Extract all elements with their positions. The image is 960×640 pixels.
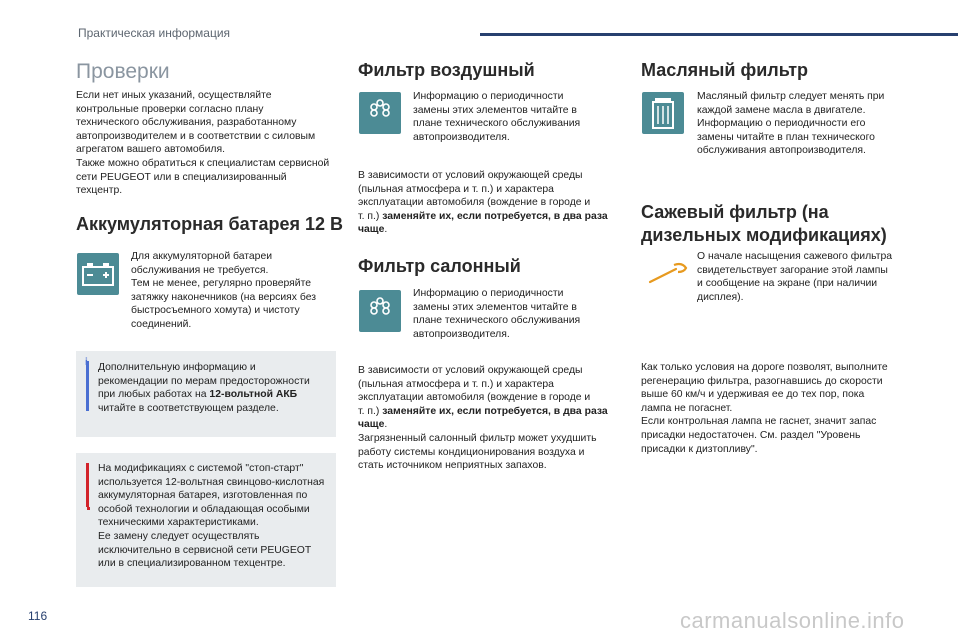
info-bar xyxy=(86,361,89,411)
cabin-filter-icon xyxy=(359,290,401,332)
warning-text: На модификациях с системой "стоп-старт" используется 12-вольтная свинцово-кислотная аккумуляторная батарея, изготовленная по особой технологии и обладающая особыми техническими характеристиками. Ее замену следует осуществлять исключительно в сервисной сети PEUGEOT или в специализированном техцентре. xyxy=(98,463,325,570)
battery-text: Для аккумуляторной батареи обслуживания не требуется. Тем не менее, регулярно проверяйте затяжку наконечников (на версиях без быстросъемного хомута) и чистоту соединений. xyxy=(131,251,317,330)
battery-icon xyxy=(77,253,119,295)
air-filter-title: Фильтр воздушный xyxy=(358,60,535,80)
cabin-filter-info: Информацию о периодичности замены этих элементов читайте в плане технического обслуживания автопроизводителя. xyxy=(413,288,581,340)
soot-filter-text-2: Как только условия на дороге позволят, выполните регенерацию фильтра, разогнавшись до скорости выше 60 км/ч и удерживая ее до тех пор, пока лампа не погаснет. Если контрольная лампа не гаснет, значит запас присадки недостаточен. См. раздел "Уровень присадки к дизтопливу". xyxy=(641,362,888,455)
info-box xyxy=(76,351,336,437)
oil-filter-icon xyxy=(642,92,684,134)
info-icon: i xyxy=(85,357,88,368)
intro-text: Если нет иных указаний, осуществляйте контрольные проверки согласно плану технического обслуживания, разработанному автопроизводителем и в соответствии с силовым агрегатом вашего автомобиля. Также можно обратиться к специалистам сервисной сети PEUGEOT или в специализированный техцентр. xyxy=(76,90,330,197)
wrench-icon xyxy=(646,262,692,291)
air-filter-text: В зависимости от условий окружающей среды (пыльная атмосфера и т. п.) и характера эксплуатации автомобиля (вождение в городе и т. п.) заменяйте их, если потребуется, в два раза чаще. xyxy=(358,170,608,236)
oil-filter-text: Масляный фильтр следует менять при каждой замене масла в двигателе. Информацию о периодичности его замены читайте в план технического обслуживания автопроизводителя. xyxy=(697,91,885,157)
page-title: Проверки xyxy=(76,60,170,83)
soot-filter-text: О начале насыщения сажевого фильтра свидетельствует загорание этой лампы и сообщение на экране (при наличии дисплея). xyxy=(697,251,893,303)
info-text: Дополнительную информацию и рекомендации по мерам предосторожности при любых работах на 12-вольтной АКБ читайте в соответствующем разделе. xyxy=(98,362,310,414)
header-rule xyxy=(480,33,958,36)
warning-icon xyxy=(87,507,90,510)
section-title: Практическая информация xyxy=(78,26,231,40)
cabin-filter-title: Фильтр салонный xyxy=(358,256,521,276)
soot-filter-title: Сажевый фильтр (на дизельных модификациях) xyxy=(641,202,887,245)
page-number: 116 xyxy=(28,609,48,623)
cabin-filter-text: В зависимости от условий окружающей среды (пыльная атмосфера и т. п.) и характера эксплуатации автомобиля (вождение в городе и т. п.) заменяйте их, если потребуется, в два раза чаще. Загрязненный салонный фильтр может ухудшить работу системы кондиционирования воздуха и стать источником неприятных запахов. xyxy=(358,365,608,472)
watermark: carmanualsonline.info xyxy=(680,608,905,633)
warning-box xyxy=(76,453,336,587)
warning-bar xyxy=(86,463,89,507)
oil-filter-title: Масляный фильтр xyxy=(641,60,809,80)
air-filter-info: Информацию о периодичности замены этих элементов читайте в плане технического обслуживания автопроизводителя. xyxy=(413,91,581,143)
battery-title: Аккумуляторная батарея 12 В xyxy=(76,214,344,234)
air-filter-icon xyxy=(359,92,401,134)
